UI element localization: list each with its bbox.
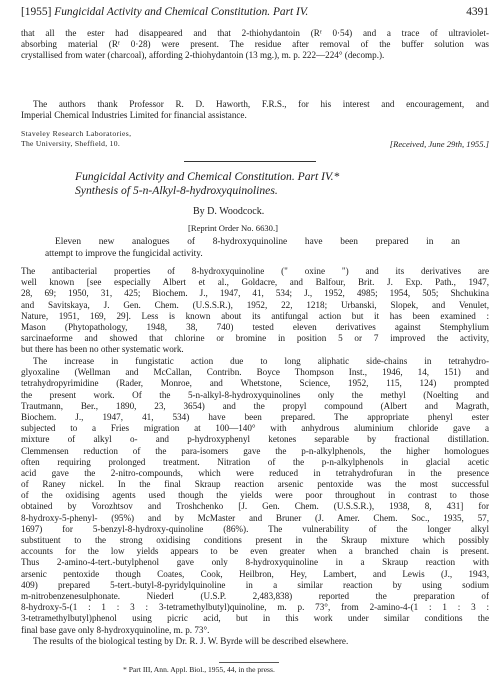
reprint-order: [Reprint Order No. 6630.] — [188, 223, 278, 233]
running-head — [21, 6, 489, 22]
text-line: often requiring prolonged treatment. Nitration of the p-n-alkylphenols in glacial acetic — [21, 456, 489, 467]
running-head-text: Fungicidal Activity and Chemical Constitution. Part IV. — [54, 6, 309, 18]
text-line: Trautmann, Ber., 1890, 23, 3654) and the propyl compound (Albert and Magrath, — [21, 400, 489, 411]
text-line: 8-hydroxy-5-(1 : 1 : 3 : 3-tetramethylbutyl)quinoline, m. p. 73°, from 2-amino-4-(1 : 1 : 3 : — [21, 602, 489, 613]
section-divider — [184, 161, 316, 162]
text-line: Nature, 1951, 169, 29]. Less is known about its antifungal action but it has been examined : — [21, 310, 489, 321]
text-line: 3-tetramethylbutyl)phenol using picric acid, but in this work under similar conditions the — [21, 613, 489, 624]
text-line: The increase in fungistatic action due to long aliphatic side-chains in tetrahydro- — [33, 356, 489, 366]
text-line: the present work. Of the 5-n-alkyl-8-hydroxyquinolines only the methyl (Noelting and — [21, 389, 489, 400]
running-head-title — [21, 6, 308, 18]
text-line: 409) prepared 5-tert.-butyl-8-pyridylquinoline in a similar reaction by using sodium — [21, 579, 489, 590]
text-line: Thus 2-amino-4-tert.-butylphenol gave only 8-hydroxyquinoline in a Skraup reaction with — [21, 557, 489, 568]
text-line: subjected to a Fries migration at 100—140° with anhydrous aluminium chloride gave a — [21, 423, 489, 434]
text-line: tetrahydropyrimidine (Rader, Monroe, and Whetstone, Science, 1952, 115, 124) prompted — [21, 378, 489, 389]
text-line: of the oxidising agents used though the yields were poor throughout in contrast to those — [21, 490, 489, 501]
page-number: 4391 — [466, 6, 489, 18]
text-line: The authors thank Professor R. D. Haworth, F.R.S., for his interest and encouragement, and — [33, 99, 489, 109]
top-paragraph — [21, 28, 489, 62]
acknowledgement — [21, 99, 489, 121]
text-line: sarcinaeforme and showed that chlorine or bromine in position 5 or 7 improved the activity, — [21, 333, 489, 344]
body-paragraph-1 — [21, 266, 489, 356]
text-line: 1697) for 5-benzyl-8-hydroxy-quinoline (86%). The vulnerability of the longer alkyl — [21, 523, 489, 534]
article-title — [75, 170, 425, 197]
abstract — [45, 237, 460, 260]
text-line: Biochem. J., 1947, 41, 534) have been prepared. The appropriate phenyl ester — [21, 411, 489, 422]
text-line: acid gave the 2-nitro-compounds, which were reduced in tetrahydrofuran in the presence — [21, 467, 489, 478]
article-subtitle: Synthesis of 5-n-Alkyl-8-hydroxyquinolines. — [75, 183, 278, 197]
text-line: The antibacterial properties of 8-hydroxyquinoline (" oxine ") and its derivatives are — [21, 266, 489, 276]
abstract-line: Eleven new analogues of 8-hydroxyquinoline have been prepared in an — [55, 237, 460, 247]
text-line: Mason (Phytopathology, 1948, 38, 740) tested eleven derivatives against Stemphylium — [21, 321, 489, 332]
text-line: well known [see especially Albert et al., Goldacre, and Balfour, Brit. J. Exp. Path., 1947, — [21, 277, 489, 288]
text-line: crystallised from water (charcoal), affording 2-thiohydantoin (13 mg.), m. p. 222—224° (decomp.). — [21, 50, 385, 61]
text-line: arsenic pentoxide though Coates, Cook, Heilbron, Hey, Lambert, and Lewis (J., 1943, — [21, 568, 489, 579]
article-title-line: Fungicidal Activity and Chemical Constitution. Part IV.* — [75, 170, 340, 183]
text-line: substituent to the strong oxidising conditions present in the Skraup mixture which possibly — [21, 535, 489, 545]
text-line: Clemmensen reduction of the para-isomers gave the p-n-alkylphenols, the higher homologues — [21, 445, 489, 456]
text-line: obtained by Vorozhtsov and Troshchenko [J. Gen. Chem. (U.S.S.R.), 1938, 8, 431] for — [21, 501, 489, 512]
text-line: final base gave only 8-hydroxyquinoline, m. p. 73°. — [21, 624, 210, 635]
text-line: that all the ester had disappeared and that 2-thiohydantoin (Rᶠ 0·54) and a trace of ultraviolet- — [21, 28, 489, 38]
text-line: mixture of alkyl o- and p-hydroxyphenyl ketones separable by fractional distillation. — [21, 434, 489, 445]
text-line: m-nitrobenzenesulphonate. Niederl (U.S.P. 2,483,838) reported the preparation of — [21, 590, 489, 601]
abstract-line: attempt to improve the fungicidal activity. — [45, 248, 203, 259]
text-line: absorbing material (Rᶠ 0·28) were present. The residue after removal of the buffer solution was — [21, 39, 489, 50]
text-line: and Savitskaya, J. Gen. Chem. (U.S.S.R.), 1952, 22, 1218; Urbanski, Slopek, and Venulet, — [21, 299, 489, 310]
affiliation-line: The University, Sheffield, 10. — [21, 138, 121, 148]
text-line: of Raney nickel. In the final Skraup reaction arsenic pentoxide was the most successful — [21, 479, 489, 490]
text-line: glyoxaline (Wellman and McCallan, Contribn. Boyce Thompson Inst., 1946, 14, 151) and — [21, 367, 489, 378]
received-date: [Received, June 29th, 1955.] — [389, 139, 489, 149]
running-head-year: [1955] — [21, 6, 52, 18]
affiliation-line: Staveley Research Laboratories, — [21, 129, 132, 138]
text-line: but there has been no other systematic work. — [21, 344, 184, 355]
text-line: 28, 69; 1950, 31, 425; Biochem. J., 1947, 41, 534; J., 1952, 4985; 1954, 505; Shchukina — [21, 288, 489, 299]
footnote: * Part III, Ann. Appl. Biol., 1955, 44, in the press. — [123, 665, 275, 674]
text-line: Imperial Chemical Industries Limited for financial assistance. — [21, 110, 247, 121]
text-line: 8-hydroxy-5-phenyl- (95%) and by McMaster and Bruner (J. Amer. Chem. Soc., 1935, 57, — [21, 512, 489, 523]
author-byline: By D. Woodcock. — [193, 206, 265, 217]
text-line: The results of the biological testing by Dr. R. J. W. Byrde will be described elsewhere. — [33, 635, 349, 646]
footnote-rule — [219, 662, 279, 663]
text-line: accounts for the low yields appears to be even greater when a branched chain is present. — [21, 546, 489, 557]
body-paragraph-2 — [21, 356, 489, 647]
